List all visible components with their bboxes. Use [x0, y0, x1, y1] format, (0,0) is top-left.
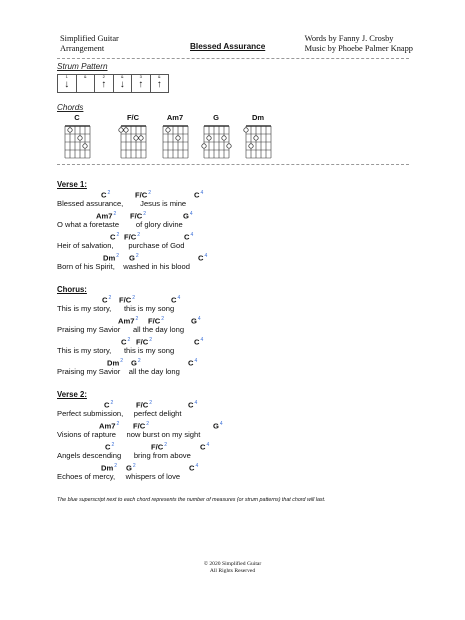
lyric-line: Perfect submission, perfect delight	[57, 409, 182, 418]
chord-label: $G^2$	[131, 358, 141, 368]
chord-label: $Am7^2$	[99, 421, 120, 431]
up-strum-icon: ↑	[138, 79, 144, 90]
finger-dot	[119, 128, 123, 132]
measure-count: 4	[195, 463, 199, 469]
chord-label: Dm$^2$	[103, 253, 120, 263]
measure-count: 4	[194, 358, 198, 364]
measure-count: 2	[127, 337, 131, 343]
chords-divider	[57, 164, 409, 165]
lyric-line: Echoes of mercy, whispers of love	[57, 472, 181, 481]
lyric-line: Heir of salvation, purchase of God	[57, 241, 185, 250]
measure-count: 2	[132, 463, 136, 469]
measure-count: 4	[200, 337, 204, 343]
up-strum-icon: ↑	[101, 79, 107, 90]
measure-count: 2	[110, 400, 114, 406]
strum-cell	[132, 75, 151, 92]
fretboard-grid	[113, 122, 153, 162]
fretboard-grid	[238, 122, 278, 162]
lyric-line: Blessed assurance, Jesus is mine	[57, 199, 187, 208]
measure-count: 2	[108, 295, 112, 301]
lyric-line: Praising my Savior all the day long	[57, 367, 180, 376]
strum-cell	[95, 75, 114, 92]
chord-diagram-g	[196, 113, 236, 162]
music-credit: Music by Phoebe Palmer Knapp	[304, 44, 413, 53]
finger-dot	[124, 128, 128, 132]
chord-label: $Am7^2$	[96, 211, 117, 221]
lyric-line: O what a foretaste of glory divine	[57, 220, 183, 229]
measure-count: 4	[194, 400, 198, 406]
measure-count: 4	[177, 295, 181, 301]
arrangement-line-1: Simplified Guitar	[60, 34, 119, 43]
chord-diagram-name: Dm	[251, 113, 265, 122]
measure-count: 2	[135, 253, 139, 259]
copyright-line: © 2020 Simplified Guitar	[203, 561, 262, 567]
header-divider	[57, 58, 409, 59]
measure-count: 2	[143, 211, 147, 217]
lyric-line: Born of his Spirit, washed in his blood	[57, 262, 190, 271]
measure-count: 2	[116, 232, 120, 238]
measure-count: 2	[114, 463, 118, 469]
finger-dot	[222, 136, 226, 140]
chord-label: $G^4$	[213, 421, 223, 431]
copyright-footer	[0, 561, 465, 575]
chord-label: $C^4$	[194, 190, 204, 200]
chord-label: $F/C^2$	[124, 232, 141, 242]
chords-label: Chords	[57, 103, 84, 112]
chord-label: $F/C^2$	[130, 211, 147, 221]
fretboard-grid	[196, 122, 236, 162]
strum-cell	[58, 75, 77, 92]
chord-label: $C^2$	[121, 337, 131, 347]
chord-label: $F/C^2$	[148, 316, 165, 326]
measure-count: 2	[164, 442, 168, 448]
chord-diagram-fc	[113, 113, 153, 162]
chord-label: Dm$^2$	[101, 463, 118, 473]
fretboard-grid	[155, 122, 195, 162]
down-strum-icon: ↓	[64, 79, 70, 90]
strum-beat-label: 3	[139, 74, 142, 79]
measure-count: 2	[146, 421, 150, 427]
measure-count: 4	[197, 316, 201, 322]
chord-diagram-name: Am7	[166, 113, 184, 122]
chord-label: Dm$^2$	[107, 358, 124, 368]
finger-dot	[244, 128, 248, 132]
finger-dot	[202, 144, 206, 148]
chord-label: $C^2$	[110, 232, 120, 242]
measure-count: 2	[116, 253, 120, 259]
strum-pattern-label: Strum Pattern	[57, 62, 108, 71]
chord-label: $Am7^2$	[118, 316, 139, 326]
strum-beat-label: &	[157, 74, 161, 79]
measure-count: 2	[148, 190, 152, 196]
fretboard-grid	[57, 122, 97, 162]
measure-count: 2	[120, 358, 124, 364]
strum-cell	[77, 75, 96, 92]
chord-label: $C^2$	[105, 442, 115, 452]
measure-count: 2	[137, 358, 141, 364]
song-title: Blessed Assurance	[190, 42, 266, 51]
chord-label: $C^2$	[104, 400, 114, 410]
measure-count: 2	[107, 190, 111, 196]
chord-label: $F/C^2$	[133, 421, 150, 431]
chorus-heading: Chorus:	[57, 285, 87, 294]
chord-label: $G^4$	[183, 211, 193, 221]
strum-beat-label: &	[83, 74, 87, 79]
finger-dot	[83, 144, 87, 148]
measure-count: 4	[219, 421, 223, 427]
chord-label: $C^2$	[101, 190, 111, 200]
finger-dot	[78, 136, 82, 140]
measure-count: 4	[204, 253, 208, 259]
chord-label: $F/C^2$	[136, 400, 153, 410]
chord-label: $G^2$	[126, 463, 136, 473]
lyric-line: This is my story, this is my song	[57, 304, 175, 313]
superscript-note: The blue superscript next to each chord represents the number of measures (or strum patterns) that chord will last.	[57, 497, 326, 503]
down-strum-icon: ↓	[119, 79, 125, 90]
chord-diagram-name: G	[213, 113, 219, 122]
strum-beat-label: &	[120, 74, 124, 79]
measure-count: 2	[149, 337, 153, 343]
finger-dot	[139, 136, 143, 140]
chord-label: $C^4$	[189, 463, 199, 473]
chord-label: $C^4$	[200, 442, 210, 452]
verse2-heading: Verse 2:	[57, 390, 87, 399]
chord-diagram-am7	[155, 113, 195, 162]
chord-label: $G^4$	[191, 316, 201, 326]
chord-diagram-name: F/C	[126, 113, 140, 122]
chord-label: $F/C^2$	[151, 442, 168, 452]
finger-dot	[254, 136, 258, 140]
strum-cell	[114, 75, 133, 92]
measure-count: 4	[190, 232, 194, 238]
author-credits	[305, 34, 413, 54]
finger-dot	[249, 144, 253, 148]
finger-dot	[134, 136, 138, 140]
chord-label: $C^4$	[188, 358, 198, 368]
measure-count: 2	[161, 316, 165, 322]
strum-cell	[151, 75, 169, 92]
finger-dot	[227, 144, 231, 148]
chord-label: $F/C^2$	[119, 295, 136, 305]
arrangement-line-2: Arrangement	[60, 44, 105, 53]
verse1-heading: Verse 1:	[57, 180, 87, 189]
measure-count: 2	[149, 400, 153, 406]
lyric-line: This is my story, this is my song	[57, 346, 175, 355]
measure-count: 4	[189, 211, 193, 217]
chord-label: $F/C^2$	[136, 337, 153, 347]
measure-count: 4	[200, 190, 204, 196]
strum-beat-label: 2	[102, 74, 105, 79]
lyric-line: Visions of rapture now burst on my sight	[57, 430, 201, 439]
chord-label: $C^4$	[184, 232, 194, 242]
finger-dot	[207, 136, 211, 140]
chord-label: $C^2$	[102, 295, 112, 305]
chord-label: $C^4$	[198, 253, 208, 263]
strum-pattern-grid	[57, 74, 169, 93]
chord-label: $F/C^2$	[135, 190, 152, 200]
chord-label: $C^4$	[194, 337, 204, 347]
chord-diagram-dm	[238, 113, 278, 162]
rights-line: All Rights Reserved	[209, 568, 256, 574]
measure-count: 2	[116, 421, 120, 427]
measure-count: 2	[113, 211, 117, 217]
up-strum-icon: ↑	[156, 79, 162, 90]
measure-count: 2	[137, 232, 141, 238]
chord-label: $C^4$	[188, 400, 198, 410]
finger-dot	[176, 136, 180, 140]
finger-dot	[68, 128, 72, 132]
measure-count: 2	[132, 295, 136, 301]
lyric-line: Angels descending bring from above	[57, 451, 191, 460]
strum-beat-label: 1	[65, 74, 68, 79]
measure-count: 4	[206, 442, 210, 448]
arrangement-credit	[60, 34, 119, 54]
measure-count: 2	[111, 442, 115, 448]
chord-label: $C^4$	[171, 295, 181, 305]
chord-diagram-name: C	[74, 113, 80, 122]
chord-label: $G^2$	[129, 253, 139, 263]
measure-count: 2	[135, 316, 139, 322]
words-credit: Words by Fanny J. Crosby	[304, 34, 394, 43]
chord-diagram-c	[57, 113, 97, 162]
finger-dot	[166, 128, 170, 132]
lyric-line: Praising my Savior all the day long	[57, 325, 185, 334]
